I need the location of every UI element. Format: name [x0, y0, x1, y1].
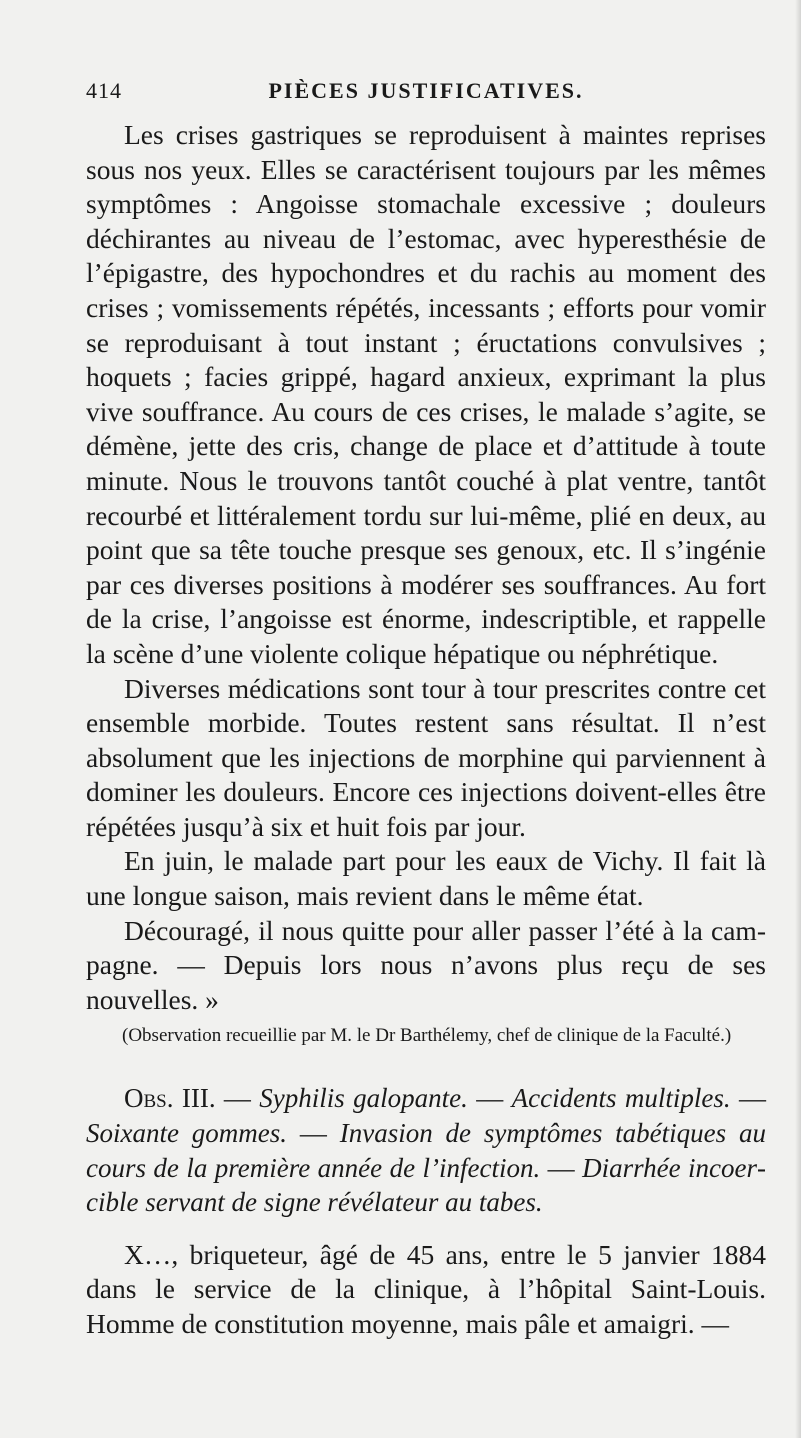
paragraph-medications: Diverses médications sont tour à tour prescrites contre cet ensemble morbide. Toutes restent sans résultat. Il n’est absolument que les injections de morphine qui parviennent à dominer les douleurs. Encore ces injections doivent-elles être répétées jusqu’à six et huit fois par jour.: [86, 672, 766, 842]
observation-separator: —: [467, 1083, 512, 1114]
page-edge-shadow: [795, 0, 801, 1438]
observation-title-2: Accidents multiples.: [511, 1083, 731, 1114]
observation-separator: —: [287, 1118, 340, 1149]
paragraph-vichy: En juin, le malade part pour les eaux de Vichy. Il fait là une longue saison, mais revient dans le même état.: [86, 845, 766, 912]
page-header: [86, 78, 766, 108]
observation-separator: —: [215, 1083, 260, 1114]
observation-label: Obs. III.: [124, 1083, 216, 1114]
observation-separator: —: [540, 1152, 583, 1183]
paragraph-crises: Les crises gastriques se reproduisent à maintes reprises sous nos yeux. Elles se caractérisent toujours par les mêmes symptômes : Angoisse stomachale excessive ; douleurs déchirantes au niveau de l’estomac, avec hyperesthésie de l’épigastre, des hypochondres et du rachis au moment des crises ; vomissements répétés, incessants ; efforts pour vomir se reproduisant à tout instant ; éructations convulsives ; hoquets ; facies grippé, hagard anxieux, exprimant la plus vive souffrance. Au cours de ces crises, le malade s’agite, se démène, jette des cris, change de place et d’attitude à toute minute. Nous le trouvons tantôt couché à plat ventre, tantôt recourbé et littéralement tordu sur lui-même, plié en deux, au point que sa tête touche presque ses genoux, etc. Il s’ingénie par ces diverses positions à modérer ses souffrances. Au fort de la crise, l’angoisse est énorme, indescriptible, et rappelle la scène d’une violente colique hépatique ou néphrétique.: [86, 119, 766, 669]
observation-heading: [86, 1081, 766, 1219]
paragraph-patient-intro: X…, briqueteur, âgé de 45 ans, entre le 5 janvier 1884 dans le service de la clinique, à l’hôpital Saint-Louis. Homme de constitution moyenne, mais pâle et amaigri. —: [86, 1238, 766, 1339]
observation-title-4: Invasion de symptômes tabétiques au cours de la première année de l’infection.: [86, 1118, 766, 1183]
page-body: [86, 118, 766, 1342]
page-number: 414: [86, 78, 122, 103]
observation-separator: —: [730, 1083, 767, 1114]
observation-title-3: Soixante gommes.: [86, 1118, 288, 1149]
paragraph-discouraged: Découragé, il nous quitte pour aller passer l’été à la campagne. — Depuis lors nous n’avons plus reçu de ses nouvelles. »: [86, 914, 766, 1015]
observation-title-5: Diarrhée incoercible servant de signe révélateur au tabes.: [86, 1152, 766, 1218]
observation-title-1: Syphilis galopante.: [259, 1083, 468, 1114]
running-title: PIÈCES JUSTIFICATIVES.: [268, 78, 584, 103]
observation-note: (Observation recueillie par M. le Dr Barthélemy, chef de clinique de la Faculté.): [122, 1025, 732, 1047]
